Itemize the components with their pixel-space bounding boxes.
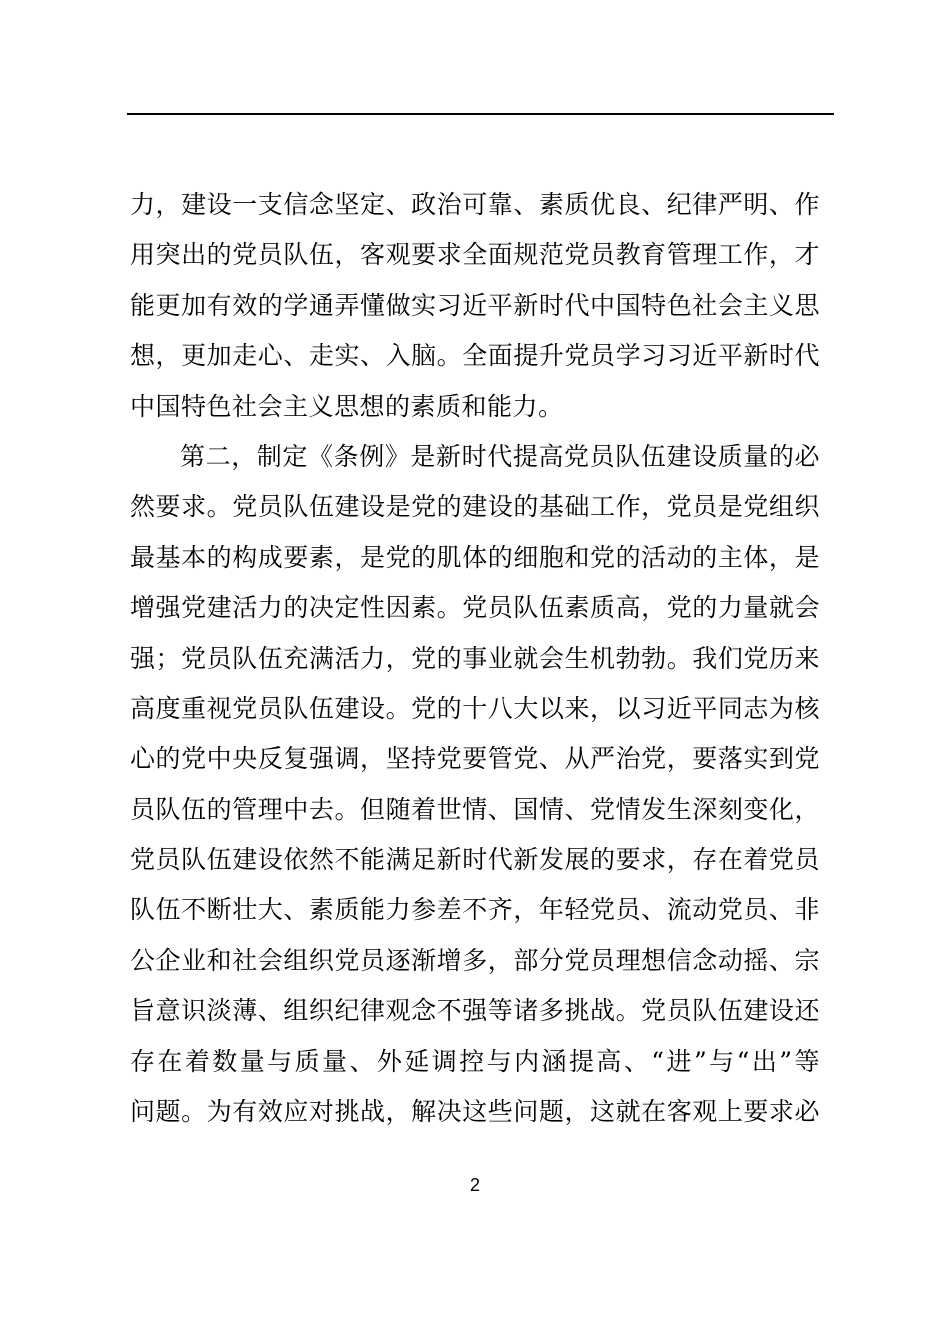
body-text: [130, 180, 820, 1137]
text-line: 中国特色社会主义思想的素质和能力。: [130, 391, 564, 421]
paragraph: [130, 432, 820, 1137]
text-line: 旨意识淡薄、组织纪律观念不强等诸多挑战。党员队伍建设还: [130, 996, 820, 1026]
text-line: 队伍不断壮大、素质能力参差不齐，年轻党员、流动党员、非: [130, 895, 820, 925]
text-line: 高度重视党员队伍建设。党的十八大以来，以习近平同志为核: [130, 693, 820, 723]
text-line: 党员队伍建设依然不能满足新时代新发展的要求，存在着党员: [130, 845, 820, 875]
text-line: 力，建设一支信念坚定、政治可靠、素质优良、纪律严明、作: [130, 190, 820, 219]
text-line: 想，更加走心、走实、入脑。全面提升党员学习习近平新时代: [130, 341, 820, 371]
text-line: 存在着数量与质量、外延调控与内涵提高、“进”与“出”等: [130, 1046, 820, 1076]
text-line: 员队伍的管理中去。但随着世情、国情、党情发生深刻变化，: [130, 794, 820, 824]
text-line: 公企业和社会组织党员逐渐增多，部分党员理想信念动摇、宗: [130, 945, 820, 975]
header-rule: [127, 113, 834, 115]
text-line: 第二，制定《条例》是新时代提高党员队伍建设质量的必: [180, 441, 820, 471]
text-line: 增强党建活力的决定性因素。党员队伍素质高，党的力量就会: [130, 593, 820, 623]
paragraph: [130, 180, 820, 432]
text-line: 能更加有效的学通弄懂做实习近平新时代中国特色社会主义思: [130, 290, 820, 320]
text-line: 强；党员队伍充满活力，党的事业就会生机勃勃。我们党历来: [130, 643, 820, 673]
text-line: 最基本的构成要素，是党的肌体的细胞和党的活动的主体，是: [130, 542, 820, 572]
text-line: 问题。为有效应对挑战，解决这些问题，这就在客观上要求必: [130, 1097, 820, 1127]
text-line: 然要求。党员队伍建设是党的建设的基础工作，党员是党组织: [130, 492, 820, 522]
text-line: 用突出的党员队伍，客观要求全面规范党员教育管理工作，才: [130, 240, 820, 270]
page-number: 2: [469, 1175, 480, 1195]
text-line: 心的党中央反复强调，坚持党要管党、从严治党，要落实到党: [130, 744, 820, 774]
